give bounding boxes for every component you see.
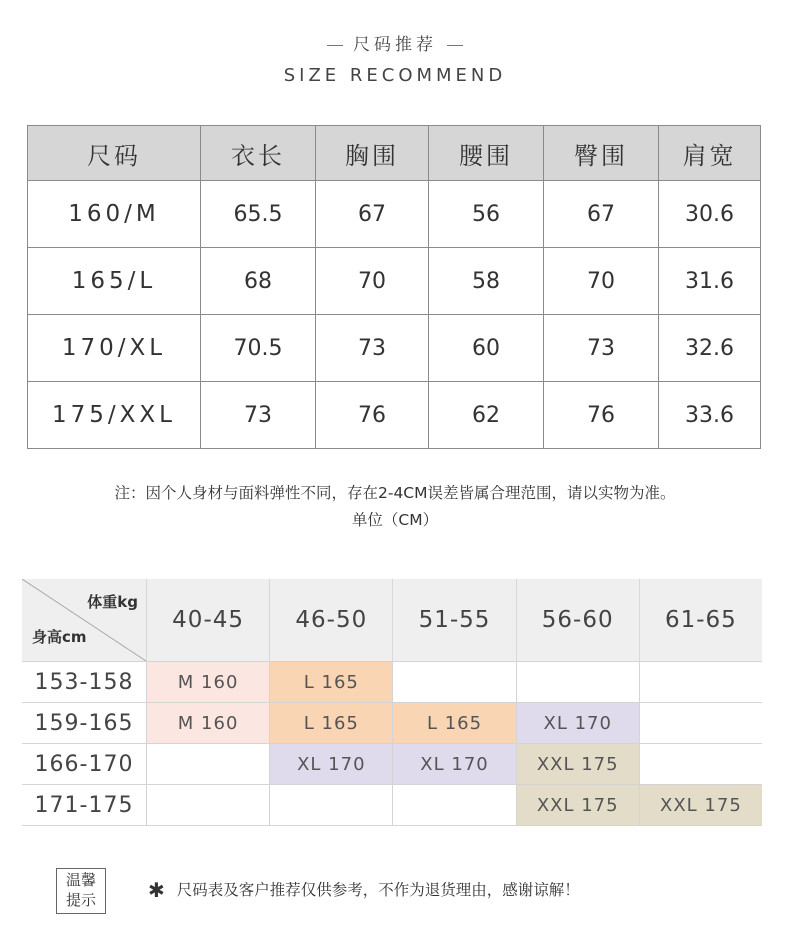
table-cell: 30.6	[659, 181, 761, 248]
table-cell: 56	[429, 181, 544, 248]
table-row	[28, 382, 761, 449]
tip-label: 提示	[65, 891, 96, 909]
table-row	[28, 248, 761, 315]
table-cell: 76	[544, 382, 659, 449]
recommend-cell: M 160	[147, 662, 270, 702]
table-cell: 70.5	[201, 315, 316, 382]
page-title-en: SIZE RECOMMEND	[283, 65, 507, 86]
height-range: 159-165	[22, 703, 147, 743]
table-cell: 67	[316, 181, 429, 248]
weight-col: 51-55	[393, 579, 516, 661]
size-cell: 175/XXL	[28, 382, 201, 449]
corner-cell	[22, 579, 147, 661]
weight-col: 40-45	[147, 579, 270, 661]
table-cell: 73	[201, 382, 316, 449]
table-cell: 60	[429, 315, 544, 382]
recommend-cell: XL 170	[393, 744, 516, 784]
height-range: 171-175	[22, 785, 147, 825]
note-line: 注：因个人身材与面料弹性不同，存在2-4CM误差皆属合理范围，请以实物为准。	[114, 484, 676, 502]
table-row	[28, 315, 761, 382]
table-row	[22, 661, 762, 703]
height-range: 153-158	[22, 662, 147, 702]
title-cn-row	[0, 30, 790, 60]
recommend-cell	[147, 785, 270, 825]
recommend-cell: XL 170	[517, 703, 640, 743]
unit-line: 单位（CM）	[351, 511, 439, 529]
recommend-cell	[640, 703, 762, 743]
size-table	[27, 125, 761, 449]
page-title-cn: 尺码推荐	[353, 35, 437, 55]
recommend-cell: M 160	[147, 703, 270, 743]
table-cell: 58	[429, 248, 544, 315]
table-cell: 73	[316, 315, 429, 382]
col-header: 腰围	[429, 126, 544, 181]
right-dash	[447, 45, 463, 46]
table-row	[28, 181, 761, 248]
weight-col: 56-60	[517, 579, 640, 661]
table-cell: 76	[316, 382, 429, 449]
recommend-cell: XL 170	[270, 744, 393, 784]
recommend-cell: XXL 175	[640, 785, 762, 825]
table-cell: 68	[201, 248, 316, 315]
col-header: 尺码	[28, 126, 201, 181]
table-cell: 62	[429, 382, 544, 449]
size-cell: 170/XL	[28, 315, 201, 382]
table-cell: 67	[544, 181, 659, 248]
col-header: 胸围	[316, 126, 429, 181]
size-table-header	[28, 126, 761, 181]
col-header: 衣长	[201, 126, 316, 181]
table-cell: 65.5	[201, 181, 316, 248]
tip-text-row	[148, 878, 580, 902]
table-row	[22, 744, 762, 785]
recommend-cell	[393, 785, 516, 825]
weight-label: 体重kg	[87, 593, 138, 611]
tip-badge	[56, 868, 106, 914]
col-header: 臀围	[544, 126, 659, 181]
table-cell: 70	[316, 248, 429, 315]
recommend-table	[22, 579, 762, 826]
size-cell: 160/M	[28, 181, 201, 248]
recommend-cell: XXL 175	[517, 744, 640, 784]
size-note	[0, 480, 790, 534]
recommend-cell	[270, 785, 393, 825]
table-row	[22, 785, 762, 826]
table-cell: 32.6	[659, 315, 761, 382]
recommend-cell: L 165	[393, 703, 516, 743]
weight-col: 46-50	[270, 579, 393, 661]
left-dash	[327, 45, 343, 46]
height-label: 身高cm	[32, 628, 87, 646]
recommend-cell	[640, 662, 762, 702]
recommend-cell: L 165	[270, 662, 393, 702]
weight-col: 61-65	[664, 607, 737, 633]
recommend-cell: XXL 175	[517, 785, 640, 825]
recommend-cell: L 165	[270, 703, 393, 743]
table-cell: 33.6	[659, 382, 761, 449]
header	[0, 30, 790, 86]
tip-label: 温馨	[65, 871, 96, 889]
size-cell: 165/L	[28, 248, 201, 315]
recommend-cell	[393, 662, 516, 702]
recommend-header	[22, 579, 762, 661]
tip-text: 尺码表及客户推荐仅供参考，不作为退货理由，感谢谅解！	[176, 881, 580, 899]
table-cell: 31.6	[659, 248, 761, 315]
recommend-body	[22, 661, 762, 826]
recommend-cell	[147, 744, 270, 784]
table-row	[22, 703, 762, 744]
asterisk-icon: ✱	[148, 878, 165, 902]
recommend-cell	[517, 662, 640, 702]
table-cell: 73	[544, 315, 659, 382]
col-header: 肩宽	[659, 126, 761, 181]
height-range: 166-170	[22, 744, 147, 784]
table-cell: 70	[544, 248, 659, 315]
recommend-cell	[640, 744, 762, 784]
